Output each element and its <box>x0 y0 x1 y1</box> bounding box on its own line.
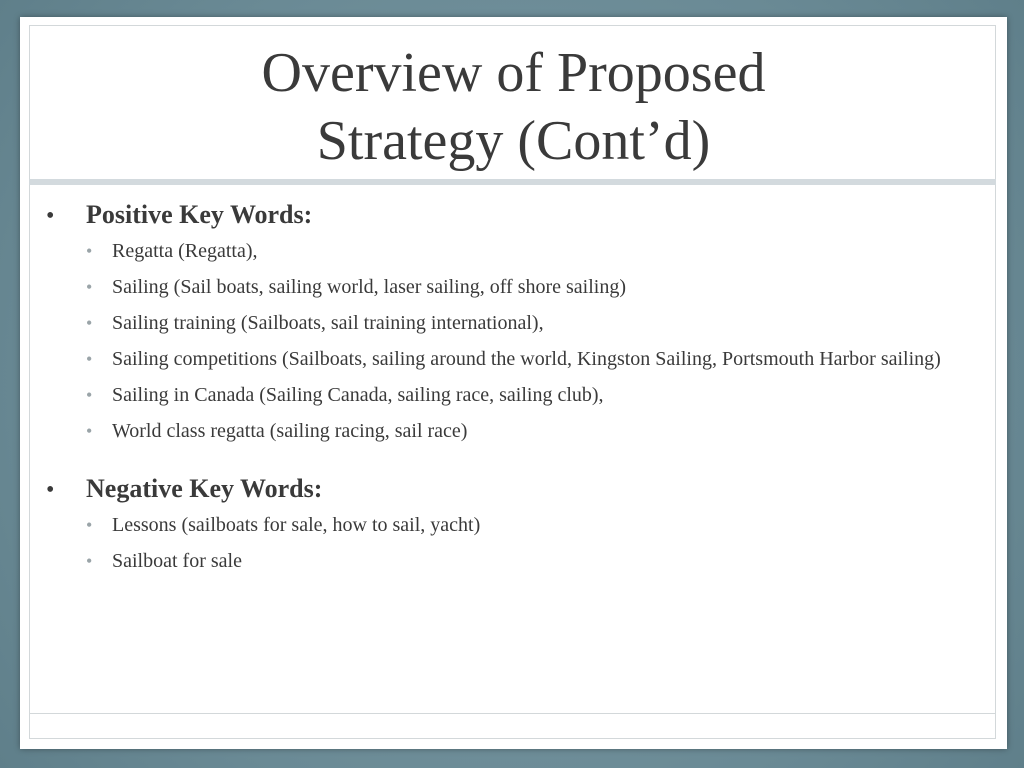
sub-bullet-icon: • <box>86 349 93 369</box>
list-item-text: Sailboat for sale <box>112 550 242 572</box>
section-heading-text: Negative Key Words: <box>86 474 323 503</box>
footer-divider <box>29 713 996 714</box>
slide-body <box>44 197 974 601</box>
list-item <box>44 310 974 337</box>
sub-bullet-icon: • <box>86 515 93 535</box>
sub-bullet-icon: • <box>86 551 93 571</box>
list-item <box>44 274 974 301</box>
negative-keywords-section <box>44 471 974 575</box>
list-item-text: Sailing (Sail boats, sailing world, laser sailing, off shore sailing) <box>112 276 627 298</box>
positive-keywords-section <box>44 197 974 445</box>
negative-keywords-list <box>44 512 974 575</box>
list-item-text: World class regatta (sailing racing, sail race) <box>112 420 468 442</box>
slide-title-line-1: Overview of Proposed <box>261 42 766 104</box>
sub-bullet-icon: • <box>86 385 93 405</box>
list-item <box>44 418 974 445</box>
list-item <box>44 512 974 539</box>
list-item-text: Sailing competitions (Sailboats, sailing around the world, Kingston Sailing, Portsmouth Harbor sailing) <box>112 348 941 370</box>
slide-title-line-2: Strategy (Cont’d) <box>316 110 711 172</box>
slide-title <box>20 39 1007 175</box>
sub-bullet-icon: • <box>86 421 93 441</box>
list-item <box>44 238 974 265</box>
section-heading <box>44 471 974 508</box>
sub-bullet-icon: • <box>86 277 93 297</box>
list-item <box>44 346 974 373</box>
slide <box>20 17 1007 749</box>
list-item-text: Regatta (Regatta), <box>112 240 258 262</box>
sub-bullet-icon: • <box>86 241 93 261</box>
bullet-icon: • <box>46 203 55 229</box>
section-heading-text: Positive Key Words: <box>86 200 313 229</box>
list-item-text: Lessons (sailboats for sale, how to sail, yacht) <box>112 514 481 536</box>
list-item-text: Sailing in Canada (Sailing Canada, sailing race, sailing club), <box>112 384 604 406</box>
list-item-text: Sailing training (Sailboats, sail training international), <box>112 312 544 334</box>
section-heading <box>44 197 974 234</box>
list-item <box>44 382 974 409</box>
list-item <box>44 548 974 575</box>
positive-keywords-list <box>44 238 974 445</box>
sub-bullet-icon: • <box>86 313 93 333</box>
title-divider <box>29 179 996 185</box>
bullet-icon: • <box>46 477 55 503</box>
